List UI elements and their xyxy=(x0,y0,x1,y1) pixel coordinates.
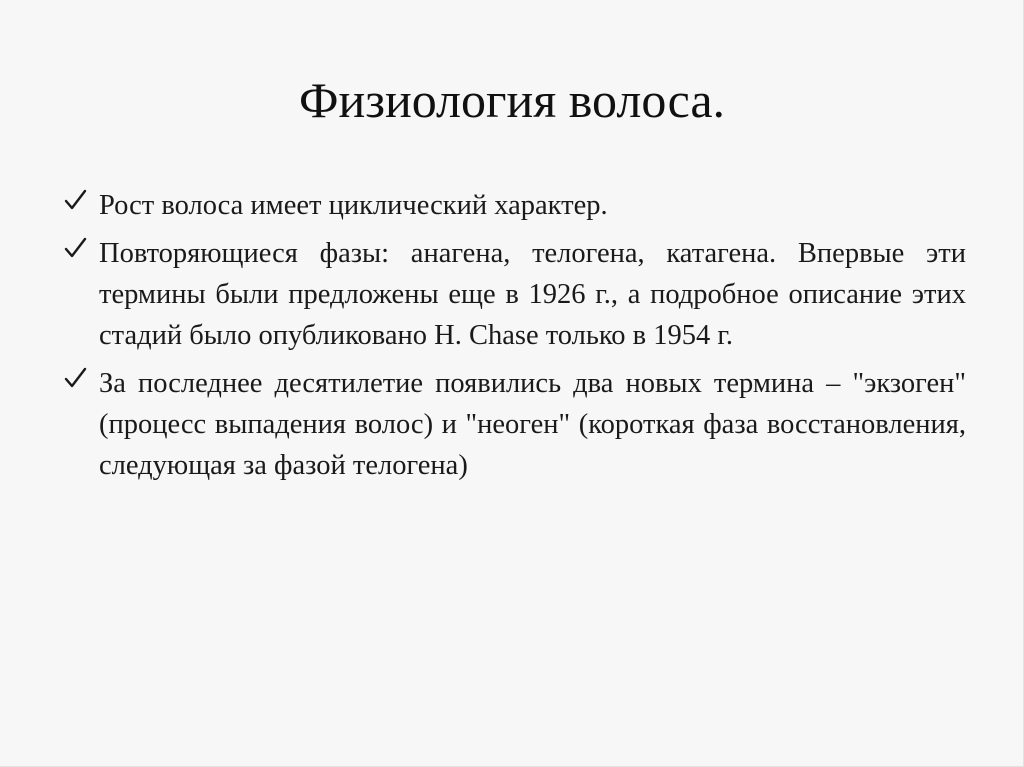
bullet-list xyxy=(60,185,966,493)
checkmark-icon xyxy=(62,187,88,213)
bullet-text: Рост волоса имеет циклический характер. xyxy=(99,190,608,221)
bullet-item xyxy=(60,185,966,226)
bullet-text: Повторяющиеся фазы: анагена, телогена, катагена. Впервые эти термины были предложены еще в 1926 г., а подробное описание этих стадий было опубликовано H. Chase только в 1954 г. xyxy=(99,238,966,351)
checkmark-icon xyxy=(62,365,88,391)
checkmark-icon xyxy=(62,235,88,261)
bullet-item xyxy=(60,363,966,486)
bullet-text: За последнее десятилетие появились два новых термина – "экзоген" (процесс выпадения волос) и "неоген" (короткая фаза восстановления, следующая за фазой телогена) xyxy=(99,368,966,481)
bullet-item xyxy=(60,233,966,356)
slide-title: Физиология волоса. xyxy=(298,72,726,128)
